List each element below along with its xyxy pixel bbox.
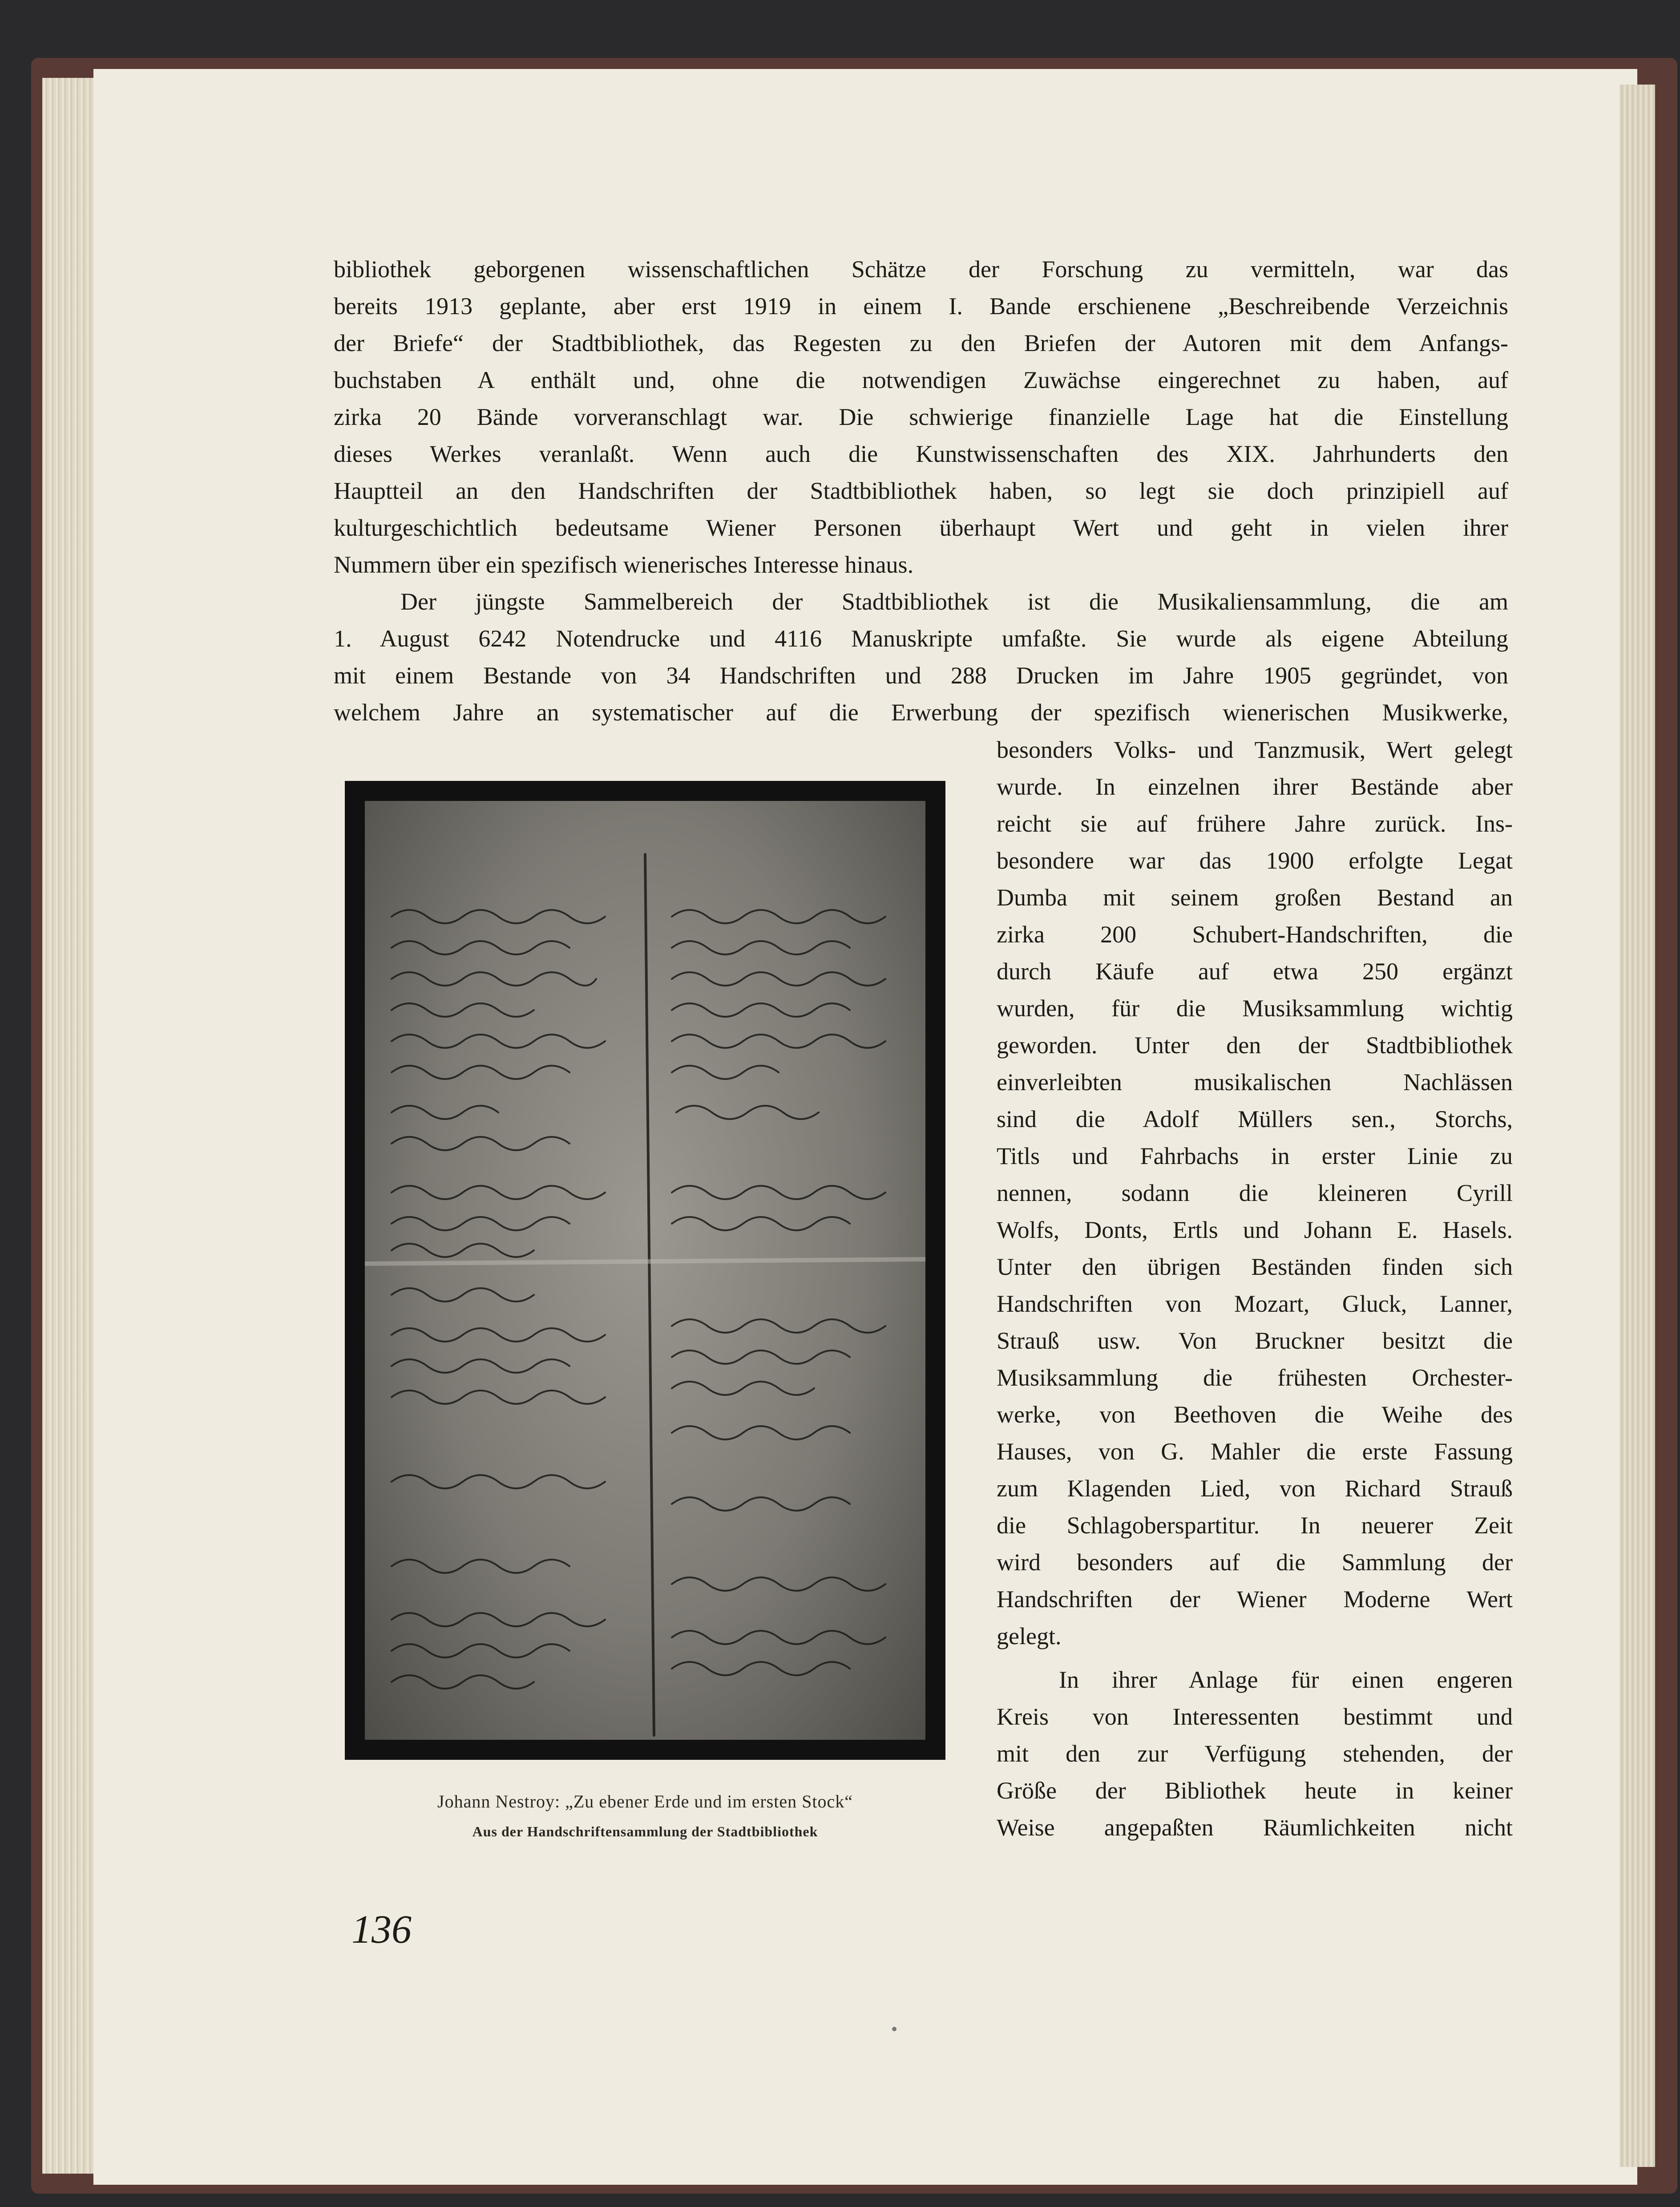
text-line: dieses Werkes veranlaßt. Wenn auch die Kunstwissenschaften des XIX. Jahrhunderts den (334, 441, 1508, 467)
text-line: sind die Adolf Müllers sen., Storchs, (997, 1106, 1513, 1132)
text-line: reicht sie auf frühere Jahre zurück. Ins- (997, 810, 1513, 837)
text-line: 1. August 6242 Notendrucke und 4116 Manuskripte umfaßte. Sie wurde als eigene Abteilung (334, 625, 1508, 652)
text-line: In ihrer Anlage für einen engeren (1059, 1666, 1513, 1693)
manuscript-image (365, 801, 925, 1740)
text-line: Nummern über ein spezifisch wienerisches Interesse hinaus. (334, 551, 914, 578)
text-line: Hauptteil an den Handschriften der Stadtbibliothek haben, so legt sie doch prinzipiell auf (334, 477, 1508, 504)
text-line: wird besonders auf die Sammlung der (997, 1549, 1513, 1576)
figure-subcaption: Aus der Handschriftensammlung der Stadtbibliothek (472, 1823, 818, 1839)
text-line: einverleibten musikalischen Nachlässen (997, 1069, 1513, 1095)
text-line: Kreis von Interessenten bestimmt und (997, 1703, 1513, 1730)
text-line: geworden. Unter den der Stadtbibliothek (997, 1032, 1513, 1059)
text-line: Hauses, von G. Mahler die erste Fassung (997, 1438, 1513, 1465)
text-line: Wolfs, Donts, Ertls und Johann E. Hasels. (997, 1217, 1513, 1243)
text-line: Strauß usw. Von Bruckner besitzt die (997, 1327, 1513, 1354)
text-line: Der jüngste Sammelbereich der Stadtbibliothek ist die Musikaliensammlung, die am (400, 588, 1508, 615)
figure-caption: Johann Nestroy: „Zu ebener Erde und im ersten Stock“ (437, 1791, 853, 1811)
text-line: Weise angepaßten Räumlichkeiten nicht (997, 1814, 1513, 1841)
text-line: Titls und Fahrbachs in erster Linie zu (997, 1143, 1513, 1169)
text-line: Dumba mit seinem großen Bestand an (997, 884, 1513, 911)
text-line: durch Käufe auf etwa 250 ergänzt (997, 958, 1513, 985)
text-line: zum Klagenden Lied, von Richard Strauß (997, 1475, 1513, 1502)
text-line: nennen, sodann die kleineren Cyrill (997, 1180, 1513, 1206)
text-line: kulturgeschichtlich bedeutsame Wiener Personen überhaupt Wert und geht in vielen ihrer (334, 514, 1508, 541)
page-number: 136 (351, 1908, 412, 1952)
text-line: wurde. In einzelnen ihrer Bestände aber (997, 773, 1513, 800)
text-line: mit den zur Verfügung stehenden, der (997, 1740, 1513, 1767)
text-line: gelegt. (997, 1623, 1062, 1649)
text-line: besondere war das 1900 erfolgte Legat (997, 847, 1513, 874)
text-line: besonders Volks- und Tanzmusik, Wert gelegt (997, 736, 1513, 763)
text-line: buchstaben A enthält und, ohne die notwendigen Zuwächse eingerechnet zu haben, auf (334, 367, 1508, 393)
text-line: der Briefe“ der Stadtbibliothek, das Regesten zu den Briefen der Autoren mit dem Anfangs- (334, 330, 1508, 356)
text-line: zirka 20 Bände vorveranschlagt war. Die schwierige finanzielle Lage hat die Einstellung (334, 404, 1508, 430)
text-line: werke, von Beethoven die Weihe des (997, 1401, 1513, 1428)
right-page-edges (1619, 85, 1655, 2167)
manuscript-figure (345, 781, 945, 1760)
text-line: mit einem Bestande von 34 Handschriften und 288 Drucken im Jahre 1905 gegründet, von (334, 662, 1508, 689)
text-line: bereits 1913 geplante, aber erst 1919 in einem I. Bande erschienene „Beschreibende Verzeichnis (334, 293, 1508, 319)
text-line: welchem Jahre an systematischer auf die Erwerbung der spezifisch wienerischen Musikwerke, (334, 699, 1508, 726)
text-line: bibliothek geborgenen wissenschaftlichen Schätze der Forschung zu vermitteln, war das (334, 256, 1508, 283)
text-line: wurden, für die Musiksammlung wichtig (997, 995, 1513, 1022)
text-line: Musiksammlung die frühesten Orchester- (997, 1364, 1513, 1391)
text-line: die Schlagoberspartitur. In neuerer Zeit (997, 1512, 1513, 1539)
text-line: Handschriften der Wiener Moderne Wert (997, 1586, 1513, 1613)
text-line: Unter den übrigen Beständen finden sich (997, 1253, 1513, 1280)
text-line: Größe der Bibliothek heute in keiner (997, 1777, 1513, 1804)
text-line: Handschriften von Mozart, Gluck, Lanner, (997, 1290, 1513, 1317)
paper-speck (892, 2027, 897, 2031)
handwriting-scribbles (365, 801, 925, 1740)
text-line: zirka 200 Schubert-Handschriften, die (997, 921, 1513, 948)
